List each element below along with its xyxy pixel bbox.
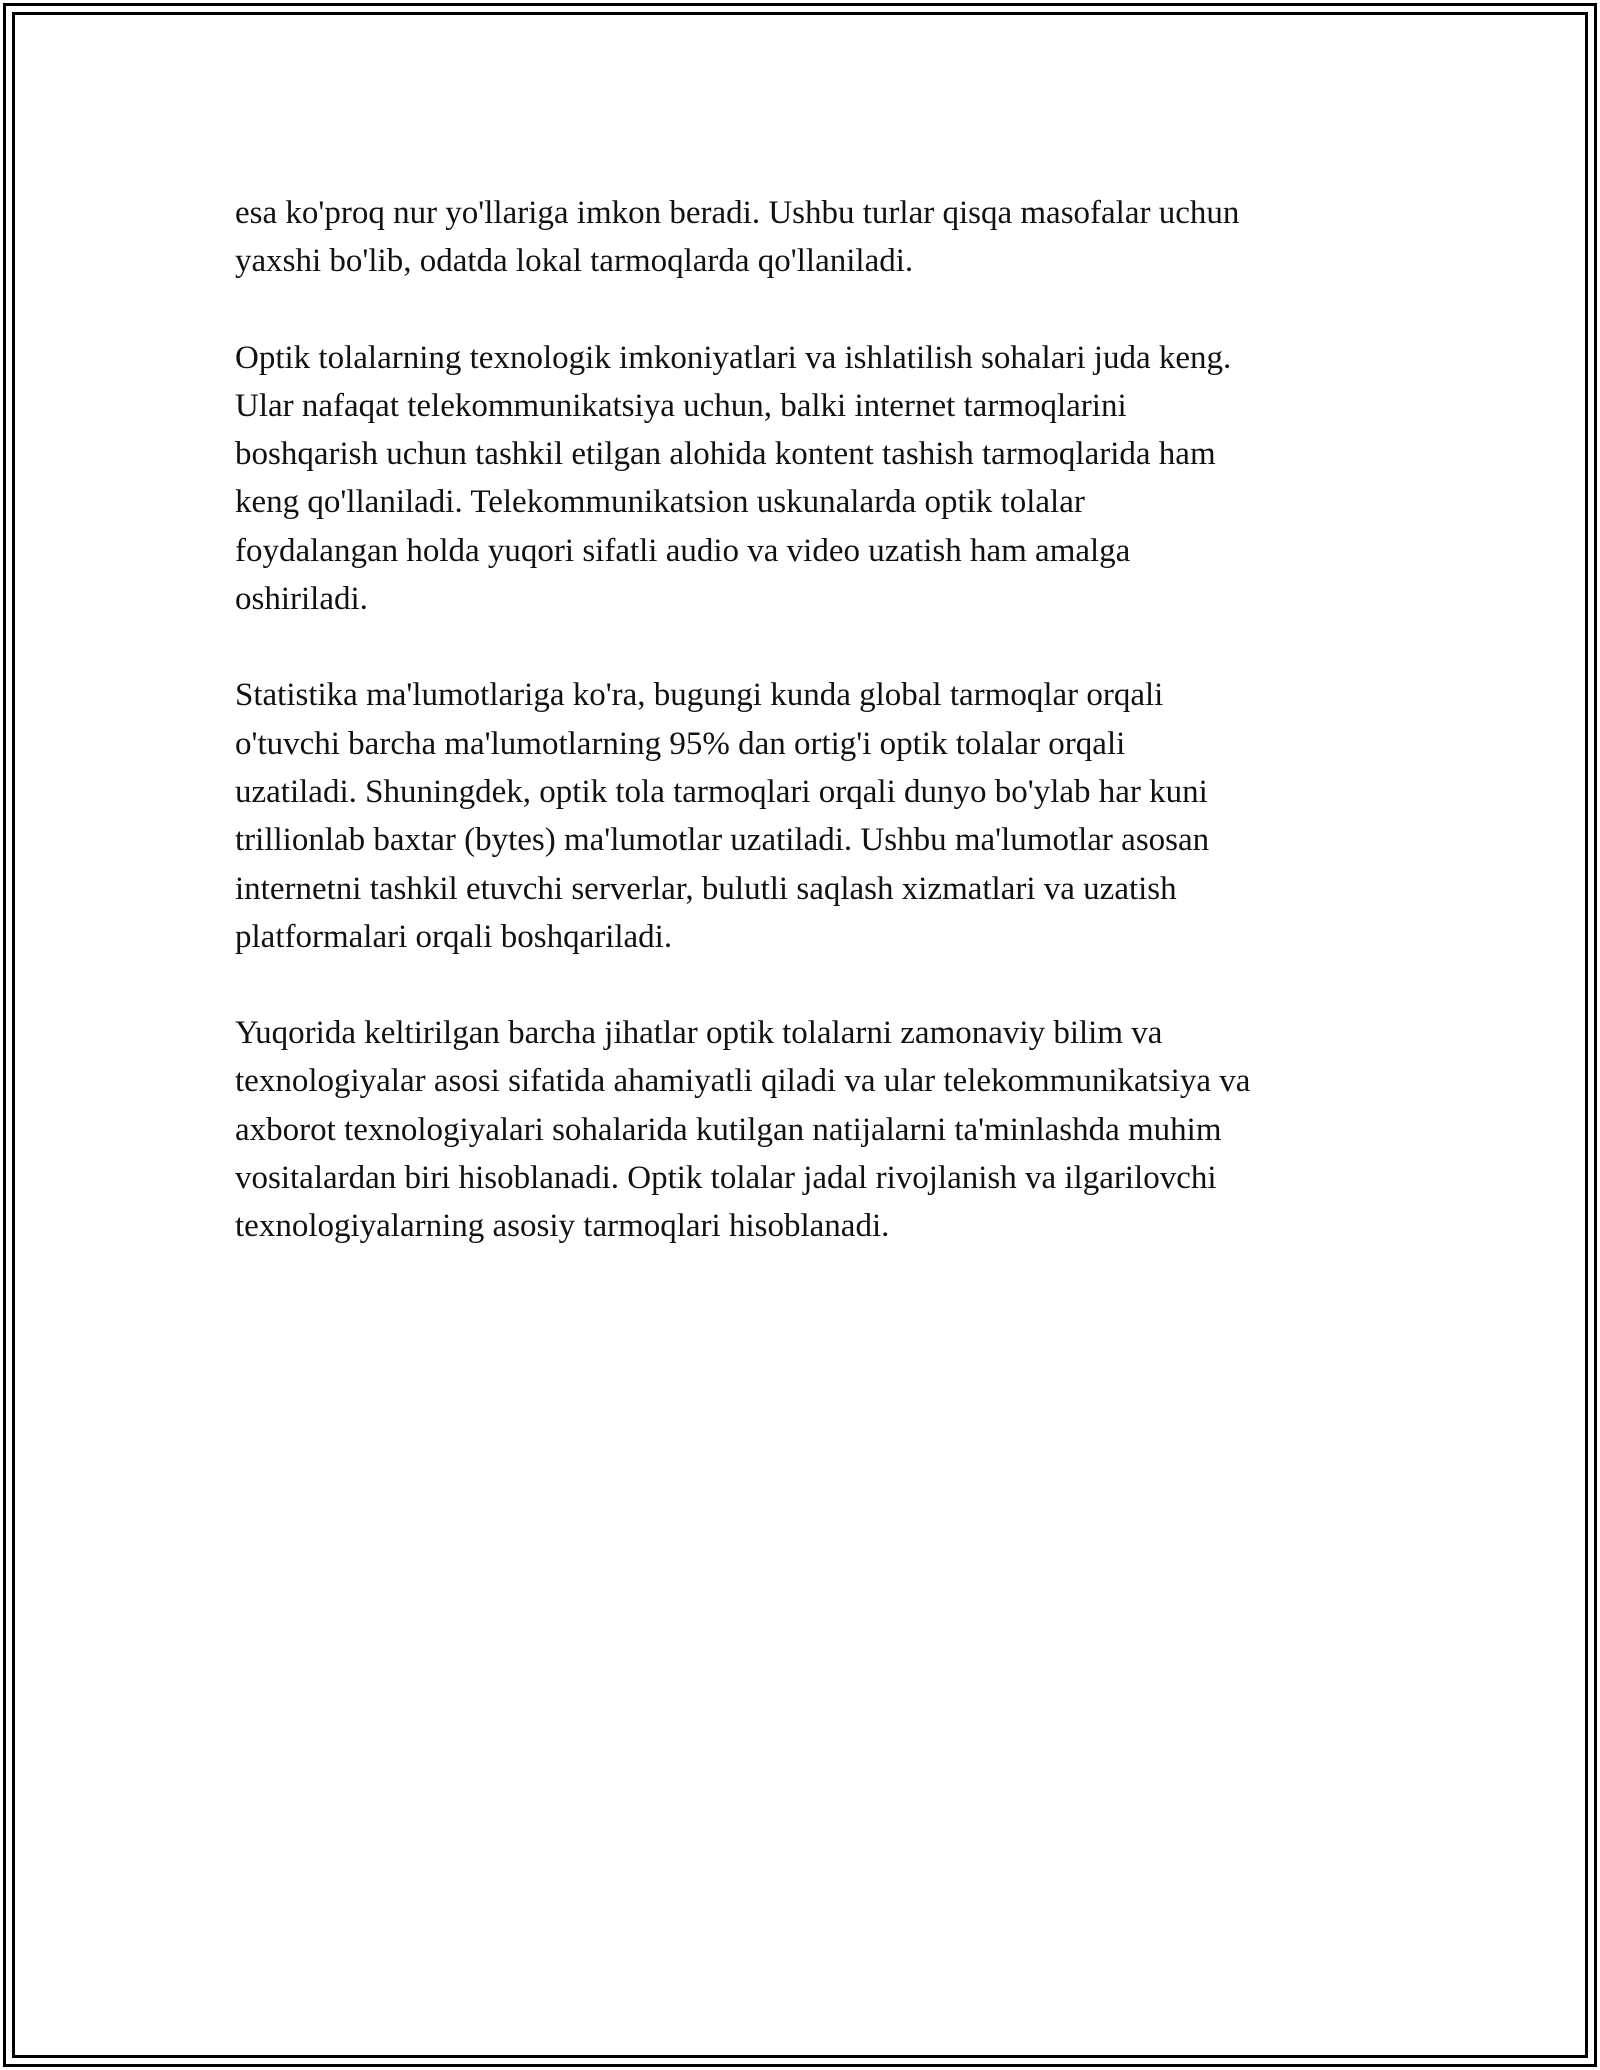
- document-body: [235, 189, 1385, 1299]
- paragraph-4: Yuqorida keltirilgan barcha jihatlar optik tolalarni zamonaviy bilim va texnologiyalar asosi sifatida ahamiyatli qiladi va ular telekommunikatsiya va axborot texnologiyalari sohalarida kutilgan natijalarni ta'minlashda muhim vositalardan biri hisoblanadi. Optik tolalar jadal rivojlanish va ilgarilovchi texnologiyalarning asosiy tarmoqlari hisoblanadi.: [235, 1015, 1251, 1245]
- paragraph-3: Statistika ma'lumotlariga ko'ra, bugungi kunda global tarmoqlar orqali o'tuvchi barcha ma'lumotlarning 95% dan ortig'i optik tolalar orqali uzatiladi. Shuningdek, optik tola tarmoqlari orqali dunyo bo'ylab har kuni trillionlab baxtar (bytes) ma'lumotlar uzatiladi. Ushbu ma'lumotlar asosan internetni tashkil etuvchi serverlar, bulutli saqlash xizmatlari va uzatish platformalari orqali boshqariladi.: [235, 677, 1210, 955]
- paragraph-2: Optik tolalarning texnologik imkoniyatlari va ishlatilish sohalari juda keng. Ular nafaqat telekommunikatsiya uchun, balki internet tarmoqlarini boshqarish uchun tashkil etilgan alohida kontent tashish tarmoqlarida ham keng qo'llaniladi. Telekommunikatsion uskunalarda optik tolalar foydalangan holda yuqori sifatli audio va video uzatish ham amalga oshiriladi.: [235, 339, 1232, 618]
- paragraph-1: esa ko'proq nur yo'llariga imkon beradi. Ushbu turlar qisqa masofalar uchun yaxshi bo'lib, odatda lokal tarmoqlarda qo'llaniladi.: [235, 195, 1240, 280]
